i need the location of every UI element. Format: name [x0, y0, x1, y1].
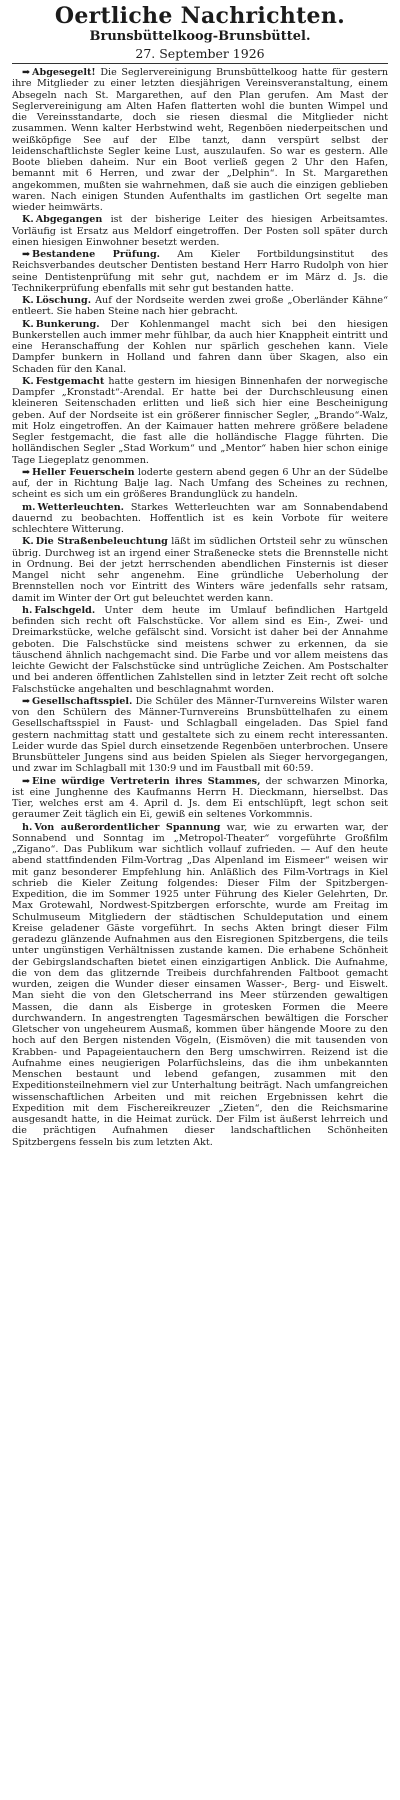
dateline: 27. September 1926	[135, 46, 265, 61]
news-article	[12, 822, 388, 1148]
article-headline: Festgemacht	[35, 375, 105, 387]
article-body: Starkes Wetterleuchten war am Sonnabendabend dauernd zu beobachten. Hoffentlich ist es kein Vorbote für weitere schlechtere Witterung.	[12, 501, 388, 535]
article-headline: Gesellschaftsspiel.	[32, 695, 133, 707]
article-body: Unter dem heute im Umlauf befindlichen Hartgeld befinden sich recht oft Falschstücke. Vor allem sind es Ein-, Zwei- und Dreimarkstücke, welche gefälscht sind. Vorsicht ist daher bei der Annahme geboten. Die Falschstücke sind meistens schwer zu erkennen, da sie täuschend ähnlich nachgemacht sind. Die Farbe und vor allem meistens das leichte Gewicht der Falschstücke sind untrügliche Zeichen. Am Postschalter und bei anderen öffentlichen Zahlstellen sind in letzter Zeit recht oft solche Falschstücke angehalten und beschlagnahmt worden.	[12, 604, 388, 695]
article-body: war, wie zu erwarten war, der Sonnabend und Sonntag im „Metropol-Theater“ vorgeführte Großfilm „Zigano“. Das Publikum war sichtlich vollauf zufrieden. — Auf den heute abend stattfindenden Film-Vortrag „Das Alpenland im Eismeer“ weisen wir mit ganz besonderer Empfehlung hin. Anläßlich des Film-Vortrags in Kiel schrieb die Kieler Zeitung folgendes: Dieser Film der Spitzbergen-Expedition, die im Sommer 1925 unter Führung des Kieler Gelehrten, Dr. Max Grotewahl, Nordwest-Spitzbergen erforschte, wurde am Freitag im Schulmuseum Mitgliedern der städtischen Schuldeputation und einem Kreise geladener Gäste vorgeführt. In sechs Akten bringt dieser Film geradezu glänzende Aufnahmen aus den Eisregionen Spitzbergens, die teils unter ungünstigen Verhältnissen zustande kamen. Die erhabene Schönheit der Gebirgslandschaften bietet einen einzigartigen Anblick. Die Aufnahme, die von dem das glitzernde Treibeis durchfahrenden Faltboot gemacht wurden, zeigen die Wunder dieser einsamen Wasser-, Berg- und Eiswelt. Man sieht die von den Gletscherrand ins Meer stürzenden gewaltigen Massen, die dann als Eisberge in grotesken Formen die Meere durchwandern. In angestrengten Tagesmärschen bewältigen die Forscher Gletscher von ungeheurem Ausmaß, kommen über hängende Moore zu den hoch auf den Bergen nistenden Vögeln, (Eismöven) die mit tausenden von Krabben- und Papageientauchern den Berg umschwirren. Reizend ist die Aufnahme eines neugierigen Polarfüchsleins, das die ihm unbekannten Menschen bestaunt und lebend gefangen, zusammen mit den Expeditionsteilnehmern viel zur Unterhaltung beiträgt. Nach umfangreichen wissenschaftlichen Arbeiten und mit reichen Ergebnissen kehrt die Expedition mit dem Fischereikreuzer „Zieten“, den die Reichsmarine ausgesandt hatte, in die Heimat zurück. Der Film ist äußerst lehrreich und die prächtigen Aufnahmen dieser landschaftlichen Schönheiten Spitzbergens fesseln bis zum letzten Akt.	[12, 821, 388, 1148]
article-body: läßt im südlichen Ortsteil sehr zu wünschen übrig. Durchweg ist an irgend einer Straßenecke stets die Brennstelle nicht in Ordnung. Bei der jetzt herrschenden abendlichen Finsternis ist dieser Mangel nicht sehr angenehm. Eine gründliche Ueberholung der Brennstellen noch vor Eintritt des Winters wäre jedenfalls sehr ratsam, damit im Winter der Ort gut beleuchtet werden kann.	[12, 536, 388, 604]
article-headline: Löschung.	[35, 295, 92, 306]
news-article	[12, 295, 388, 318]
article-correspondent-mark: K.	[22, 375, 34, 387]
article-headline: Heller Feuerschein	[32, 466, 135, 478]
article-correspondent-mark: h.	[22, 821, 33, 833]
arrow-marker-icon: ➡	[22, 775, 31, 787]
article-headline: Bestandene Prüfung.	[32, 249, 161, 260]
article-list	[12, 67, 388, 1148]
news-article	[12, 467, 388, 501]
arrow-marker-icon: ➡	[22, 695, 31, 707]
arrow-marker-icon: ➡	[22, 466, 31, 478]
article-correspondent-mark: m.	[22, 501, 36, 513]
article-body: Die Seglervereinigung Brunsbüttelkoog hatte für gestern ihre Mitglieder zu einer letzten diesjährigen Vereinsveranstaltung, einem Absegeln nach St. Margarethen, auf den Plan gerufen. Am Mast der Seglervereinigung am Alten Hafen flatterten wohl die bunten Wimpel und die Vereinsstandarte, doch sie riesen diesmal die Mitglieder nicht zusammen. Wenn kalter Herbstwind weht, Regenböen niederpeitschen und weißköpfige See auf der Elbe tanzt, dann verspürt selbst der leidenschaftlichste Segler keine Lust, auszulaufen. So war es gestern. Alle Boote blieben daheim. Nur ein Boot verließ gegen 2 Uhr den Hafen, bemannt mit 6 Herren, und zwar der „Delphin“. In St. Margarethen angekommen, mußten sie wahrnehmen, daß sie auch die einzigen geblieben waren. Nach einigen Stunden Aufenthalts im gastlichen Ort segelte man wieder heimwärts.	[12, 67, 388, 213]
article-body: der schwarzen Minorka, ist eine Junghenne des Kaufmanns Herrn H. Dieckmann, hierselbst. Das Tier, welches erst am 4. April d. Js. dem Ei entschlüpft, legt schon seit geraumer Zeit täglich ein Ei, gewiß ein seltenes Vorkommnis.	[12, 775, 388, 821]
section-subtitle: Brunsbüttelkoog-Brunsbüttel.	[89, 29, 311, 44]
article-headline: Bunkerung.	[35, 318, 100, 330]
article-correspondent-mark: K.	[22, 318, 34, 330]
news-article	[12, 776, 388, 821]
masthead	[12, 4, 388, 61]
article-headline: Wetterleuchten.	[37, 501, 125, 513]
news-article	[12, 376, 388, 466]
article-headline: Falschgeld.	[34, 604, 96, 616]
article-body: Am Kieler Fortbildungsinstitut des Reichsverbandes deutscher Dentisten bestand Herr Harro Rudolph von hier seine Dentistenprüfung mit sehr gut, nachdem er im März d. Js. die Technikerprüfung ebenfalls mit sehr gut bestanden hatte.	[12, 249, 388, 294]
article-headline: Die Straßenbeleuchtung	[35, 536, 168, 548]
news-article	[12, 319, 388, 375]
news-article	[12, 67, 388, 213]
article-headline: Eine würdige Vertreterin ihres Stammes,	[32, 775, 261, 787]
news-article	[12, 696, 388, 775]
news-article	[12, 214, 388, 248]
article-body: loderte gestern abend gegen 6 Uhr an der Südelbe auf, der in Richtung Balje lag. Nach Umfang des Scheines zu rechnen, scheint es sich um ein größeres Brandunglück zu handeln.	[12, 466, 389, 501]
article-body: hatte gestern im hiesigen Binnenhafen der norwegische Dampfer „Kronstadt“-Arendal. Er hatte bei der Durchschleusung einen kleineren Seitenschaden erlitten und ließ sich hier eine Bescheinigung geben. Auf der Nordseite ist ein größerer finnischer Segler, „Brando“-Walz, mit Holz eingetroffen. An der Kaimauer hatten mehrere größere beladene Segler festgemacht, die fast alle die holländische Flagge führten. Die holländischen Segler „Stad Workum“ und „Mentor“ haben hier schon einige Tage Liegeplatz genommen.	[12, 375, 388, 466]
arrow-marker-icon: ➡	[22, 249, 31, 260]
news-article	[12, 502, 388, 536]
article-body: Auf der Nordseite werden zwei große „Oberländer Kähne“ entleert. Sie haben Steine nach hier gebracht.	[12, 295, 388, 318]
newspaper-column	[12, 0, 388, 1148]
article-correspondent-mark: K.	[22, 536, 34, 548]
divider	[12, 63, 388, 64]
article-headline: Von außerordentlicher Spannung	[34, 821, 221, 833]
news-article	[12, 536, 388, 604]
article-body: Der Kohlenmangel macht sich bei den hiesigen Bunkerstellen auch immer mehr fühlbar, da auch hier Knappheit eintritt und eine Heranschaffung der Kohlen nur spärlich geschehen kann. Viele Dampfer bunkern in Holland und fahren dann über Skagen, also ein Schaden für den Kanal.	[12, 318, 388, 375]
arrow-marker-icon: ➡	[22, 67, 31, 78]
article-correspondent-mark: K.	[22, 295, 34, 306]
section-title: Oertliche Nachrichten.	[54, 3, 346, 29]
news-article	[12, 605, 388, 695]
article-headline: Abgesegelt!	[32, 67, 96, 78]
article-headline: Abgegangen	[35, 214, 103, 226]
article-correspondent-mark: h.	[22, 604, 33, 616]
article-correspondent-mark: K.	[22, 214, 34, 226]
article-body: Die Schüler des Männer-Turnvereins Wilster waren von den Schülern des Männer-Turnvereins Brunsbüttelhafen zu einem Gesellschaftsspiel in Faust- und Schlagball eingeladen. Das Spiel fand gestern nachmittag statt und gestaltete sich zu einem recht interessanten. Leider wurde das Spiel durch einsetzende Regenböen unterbrochen. Unsere Brunsbütteler Jungens sind aus beiden Spielen als Sieger hervorgegangen, und zwar im Schlagball mit 130:9 und im Faustball mit 60:59.	[12, 695, 388, 775]
news-article	[12, 249, 388, 294]
article-body: ist der bisherige Leiter des hiesigen Arbeitsamtes. Vorläufig ist Ersatz aus Meldorf eingetroffen. Der Posten soll später durch einen hiesigen Einwohner besetzt werden.	[12, 214, 388, 248]
